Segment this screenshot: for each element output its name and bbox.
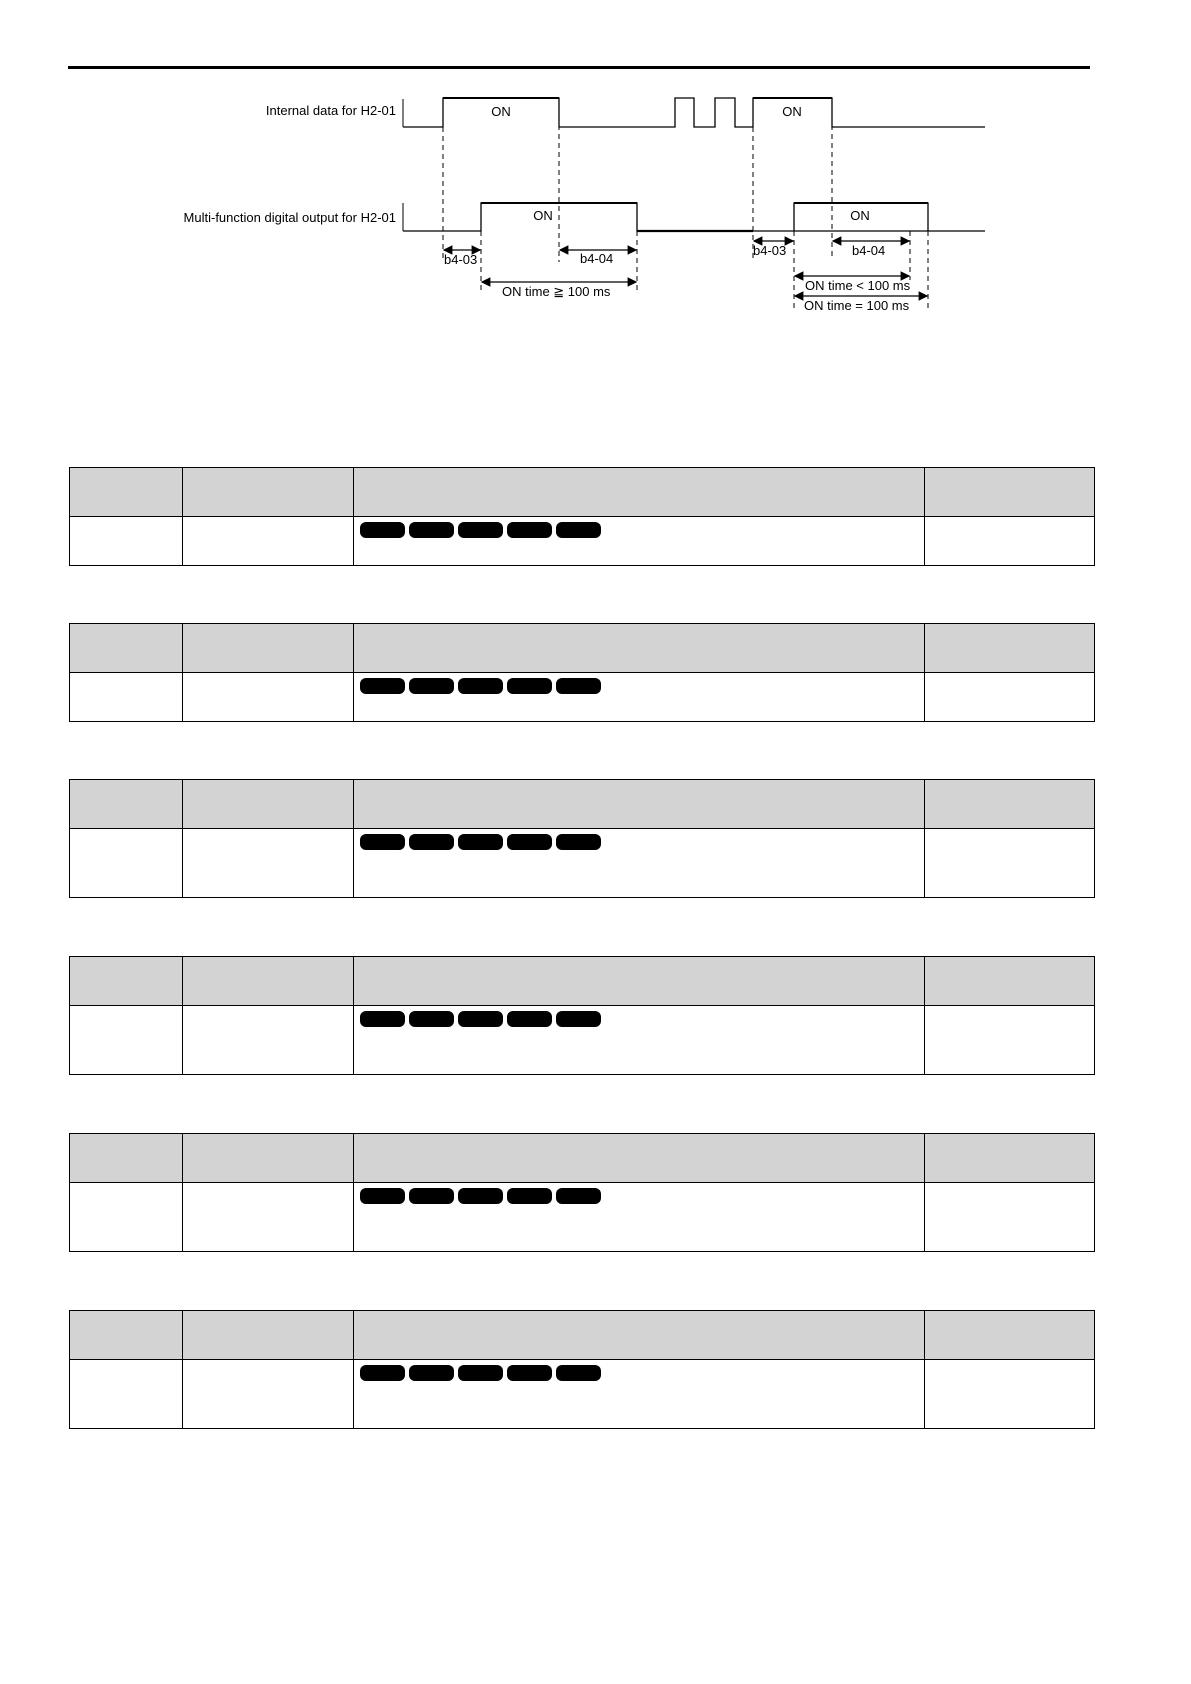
mode-badge — [556, 1011, 601, 1027]
b4-04-label-2: b4-04 — [852, 243, 886, 258]
mode-badge — [409, 678, 454, 694]
mode-badge — [360, 1365, 405, 1381]
mode-badge — [556, 1188, 601, 1204]
parameter-table-6 — [69, 1310, 1095, 1429]
b4-03-label-2: b4-03 — [753, 243, 787, 258]
mode-badge — [360, 522, 405, 538]
timing-diagram — [0, 0, 1191, 340]
mode-badge — [507, 834, 552, 850]
control-mode-badges — [354, 517, 924, 538]
table-header-row — [70, 1134, 1095, 1183]
mode-badge — [409, 834, 454, 850]
b4-04-label-1: b4-04 — [580, 251, 614, 266]
table-header-row — [70, 624, 1095, 673]
parameter-table-3 — [69, 779, 1095, 898]
internal-signal-label: Internal data for H2-01 — [265, 103, 396, 118]
table-header-row — [70, 1311, 1095, 1360]
mode-badge — [409, 522, 454, 538]
mode-badge — [458, 522, 503, 538]
mode-badge — [507, 1365, 552, 1381]
on-time-eq-label: ON time = 100 ms — [804, 298, 910, 313]
mode-badge — [360, 1011, 405, 1027]
mode-badge — [556, 678, 601, 694]
mode-badge — [507, 522, 552, 538]
mode-badge — [360, 678, 405, 694]
table-header-row — [70, 957, 1095, 1006]
mode-badge — [507, 678, 552, 694]
table-row — [70, 673, 1095, 722]
table-row — [70, 829, 1095, 898]
control-mode-badges — [354, 1360, 924, 1381]
table-header-row — [70, 468, 1095, 517]
mode-badge — [507, 1011, 552, 1027]
parameter-table-2 — [69, 623, 1095, 722]
table-row — [70, 517, 1095, 566]
parameter-table-5 — [69, 1133, 1095, 1252]
mode-badge — [409, 1365, 454, 1381]
mode-badge — [360, 834, 405, 850]
table-row — [70, 1183, 1095, 1252]
control-mode-badges — [354, 1006, 924, 1027]
table-row — [70, 1360, 1095, 1429]
mode-badge — [556, 1365, 601, 1381]
mode-badge — [507, 1188, 552, 1204]
mode-badge — [409, 1011, 454, 1027]
b4-03-label-1: b4-03 — [444, 252, 478, 267]
control-mode-badges — [354, 673, 924, 694]
output-on-label-2: ON — [850, 208, 870, 223]
output-on-label-1: ON — [533, 208, 553, 223]
mode-badge — [458, 1365, 503, 1381]
control-mode-badges — [354, 1183, 924, 1204]
internal-on-label-1: ON — [491, 104, 511, 119]
parameter-table-4 — [69, 956, 1095, 1075]
control-mode-badges — [354, 829, 924, 850]
on-time-lt-label: ON time < 100 ms — [805, 278, 911, 293]
mode-badge — [458, 1011, 503, 1027]
table-row — [70, 1006, 1095, 1075]
mode-badge — [458, 678, 503, 694]
output-waveform — [403, 203, 985, 231]
table-header-row — [70, 780, 1095, 829]
output-signal-label: Multi-function digital output for H2-01 — [183, 210, 396, 225]
parameter-table-1 — [69, 467, 1095, 566]
internal-on-label-2: ON — [782, 104, 802, 119]
mode-badge — [556, 834, 601, 850]
mode-badge — [458, 834, 503, 850]
mode-badge — [409, 1188, 454, 1204]
on-time-ge-label: ON time ≧ 100 ms — [502, 284, 611, 299]
mode-badge — [360, 1188, 405, 1204]
mode-badge — [556, 522, 601, 538]
mode-badge — [458, 1188, 503, 1204]
